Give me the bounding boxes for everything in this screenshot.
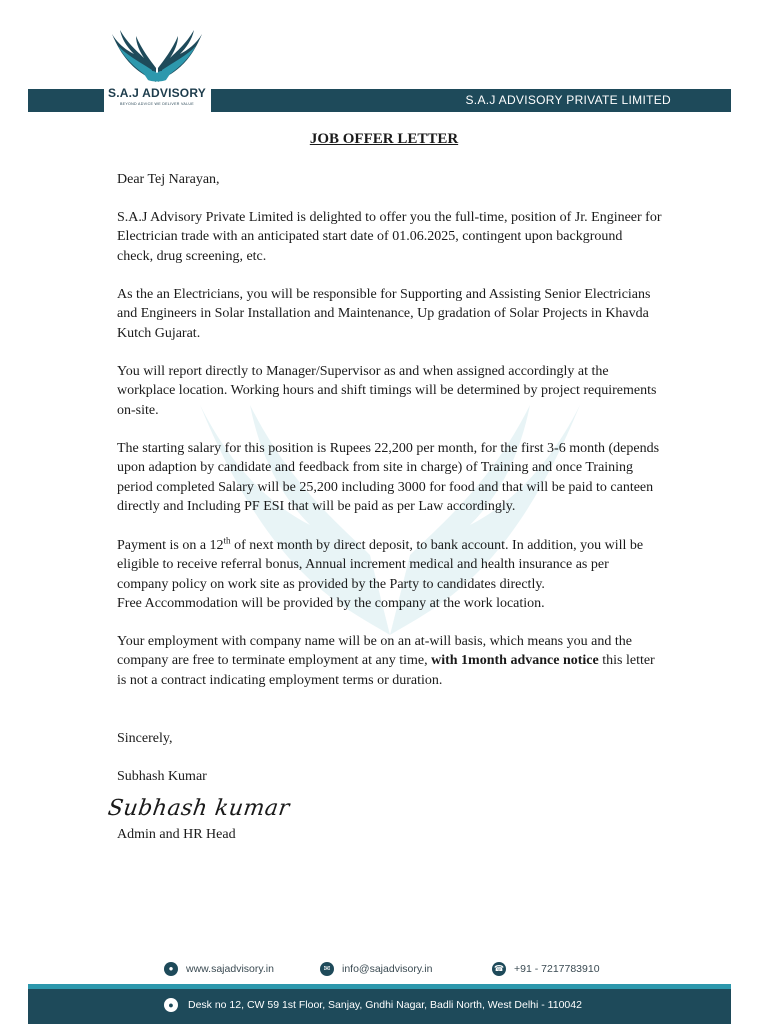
signer-title-text: Admin and HR Head <box>117 827 236 842</box>
footer-address <box>164 998 582 1012</box>
paragraph-payment-text <box>117 536 662 594</box>
paragraph-offer-text: S.A.J Advisory Private Limited is delighted to offer you the full-time, position of Jr. Engineer for Electrician trade with an anticipated start date of 01.06.2025, contingent upon background check, drug screening, etc. <box>117 210 662 264</box>
location-pin-icon: ● <box>164 998 178 1012</box>
footer-contacts <box>0 962 768 982</box>
company-banner-text: S.A.J ADVISORY PRIVATE LIMITED <box>465 93 671 107</box>
handwritten-signature: Subhash kumar <box>106 796 292 821</box>
payment-text-start: Payment is on a 12 <box>117 538 224 553</box>
signer-name <box>117 767 662 786</box>
footer-phone[interactable] <box>492 962 600 976</box>
address-text: Desk no 12, CW 59 1st Floor, Sanjay, Gndhi Nagar, Badli North, West Delhi - 110042 <box>188 999 582 1011</box>
paragraph-employment-text <box>117 632 662 690</box>
paragraph-salary <box>117 439 662 516</box>
globe-icon: ● <box>164 962 178 976</box>
header-band-left <box>28 89 104 112</box>
paragraph-reporting <box>117 362 662 420</box>
signer-title <box>117 825 662 844</box>
phone-text: +91 - 7217783910 <box>514 963 600 975</box>
phone-icon: ☎ <box>492 962 506 976</box>
accommodation-text: Free Accommodation will be provided by the company at the work location. <box>117 595 545 611</box>
notice-period-text: with 1month advance notice <box>431 653 599 669</box>
winged-handshake-logo-icon <box>104 24 210 86</box>
paragraph-responsibilities-text: As the an Electricians, you will be responsible for Supporting and Assisting Senior Electricians and Engineers in Solar Installation and Maintenance, Up gradation of Solar Projects in Khavda Kutch Gujarat. <box>117 287 651 341</box>
footer-website[interactable] <box>164 962 274 976</box>
paragraph-payment <box>117 536 662 613</box>
header-band <box>211 89 731 112</box>
paragraph-employment <box>117 632 662 690</box>
employment-text-start: Your employment with company name will be on an at-will basis, which means you and the company are free to terminate employment at any time, <box>117 634 632 669</box>
closing-text: Sincerely, <box>117 731 173 746</box>
email-text: info@sajadvisory.in <box>342 963 433 975</box>
logo-name: S.A.J ADVISORY <box>108 86 206 100</box>
closing <box>117 729 662 748</box>
footer-accent-stripe <box>28 984 731 989</box>
paragraph-responsibilities <box>117 285 662 343</box>
signer-name-text: Subhash Kumar <box>117 769 207 784</box>
email-icon: ✉ <box>320 962 334 976</box>
footer-email[interactable] <box>320 962 432 976</box>
salutation <box>117 170 662 189</box>
ordinal-suffix: th <box>223 535 231 546</box>
employment-text-end: this letter is not a contract indicating employment terms or duration. <box>117 653 655 688</box>
logo-tagline: BEYOND ADVICE WE DELIVER VALUE <box>119 102 195 106</box>
salutation-text: Dear Tej Narayan, <box>117 172 220 187</box>
footer-band <box>28 984 731 1024</box>
company-logo <box>104 24 210 114</box>
letter-title: JOB OFFER LETTER <box>309 131 459 147</box>
paragraph-salary-text: The starting salary for this position is Rupees 22,200 per month, for the first 3-6 month (depends upon adaption by candidate and feedback from site in charge) of Training and once Training period completed Salary will be 25,200 including 3000 for food and that will be paid to canteen directly and Including PF ESI that will be paid as per Law accordingly. <box>117 441 660 514</box>
paragraph-reporting-text: You will report directly to Manager/Supervisor as and when assigned accordingly at the workplace location. Working hours and shift timings will be determined by project requirements on-site. <box>117 364 657 418</box>
website-text: www.sajadvisory.in <box>186 963 274 975</box>
paragraph-offer <box>117 208 662 266</box>
payment-text-end: of next month by direct deposit, to bank account. In addition, you will be eligible to receive referral bonus, Annual increment medical and health insurance as per company policy on work site as provided by the Party to candidates directly. <box>117 538 644 592</box>
